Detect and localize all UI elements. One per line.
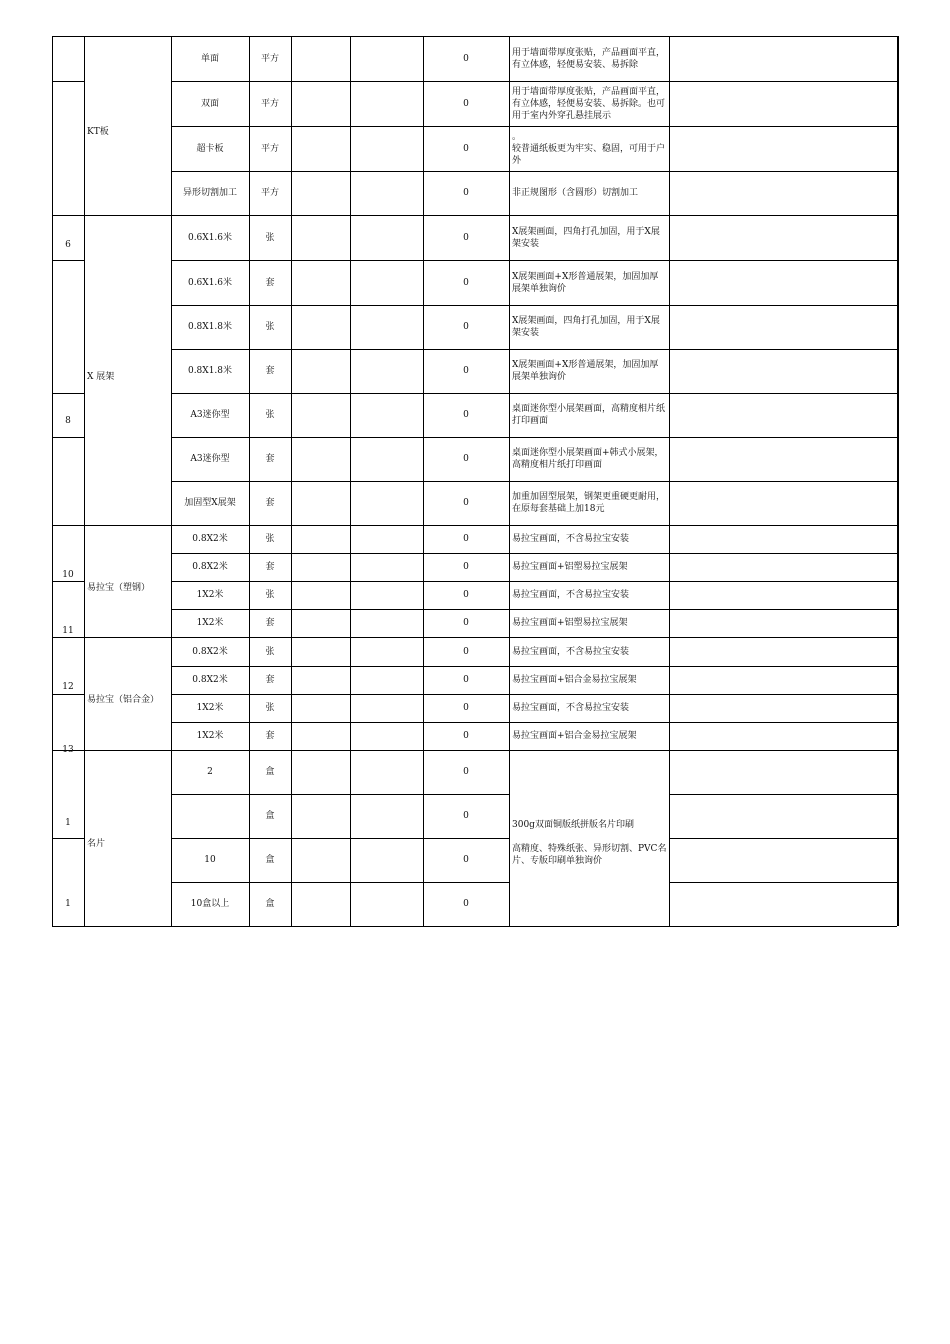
total-cell: 0: [463, 53, 469, 64]
total-cell: 0: [463, 277, 469, 288]
grid-line: [669, 481, 897, 482]
total-cell: 0: [463, 143, 469, 154]
grid-line: [669, 609, 897, 610]
total-cell: 0: [463, 675, 469, 685]
spec-cell: 双面: [200, 98, 219, 109]
spec-cell: 1X2米: [196, 703, 224, 713]
total-cell: 0: [463, 322, 469, 332]
grid-line: [669, 581, 897, 582]
grid-line: [669, 126, 897, 127]
grid-line: [669, 926, 897, 927]
description-cell: 易拉宝画面+铝塑易拉宝展架: [512, 618, 628, 628]
description-cell: 易拉宝画面，不含易拉宝安装: [512, 534, 630, 544]
total-cell: 0: [463, 534, 469, 544]
unit-cell: 盒: [265, 899, 275, 909]
group-label-kt: KT板: [87, 127, 109, 137]
unit-cell: 张: [265, 646, 275, 657]
description-cell: X展架画面，四角打孔加固，用于X展架安装: [512, 316, 660, 338]
unit-cell: 盒: [265, 767, 275, 777]
grid-line: [669, 305, 897, 306]
grid-line: [84, 525, 171, 526]
unit-cell: 张: [265, 410, 275, 420]
grid-line: [52, 437, 84, 438]
total-cell: 0: [463, 410, 469, 420]
card-description: [509, 750, 669, 926]
total-cell: 0: [463, 703, 469, 713]
total-cell: 0: [463, 731, 469, 741]
grid-line: [52, 393, 84, 394]
spec-cell: 0.6X1.6米: [187, 232, 233, 243]
description-cell: X展架画面+X形普通展架，加固加厚展架单独询价: [512, 360, 659, 382]
group-label-roll-alloy: 易拉宝（铝合金）: [87, 695, 160, 705]
grid-line: [669, 215, 897, 216]
total-cell: 0: [463, 811, 469, 821]
unit-cell: 套: [265, 366, 275, 376]
description-cell: 桌面迷你型小展架画面+韩式小展架，高精度相片纸打印画面: [512, 448, 664, 470]
grid-line: [897, 36, 899, 926]
grid-line: [52, 926, 84, 927]
grid-line: [84, 215, 171, 216]
card-description-line1: 300g双面铜版纸拼版名片印刷: [512, 820, 634, 830]
group-label-roll-plastic: 易拉宝（塑钢）: [87, 583, 151, 593]
grid-line: [669, 36, 897, 37]
total-cell: 0: [463, 454, 469, 464]
total-cell: 0: [463, 767, 469, 777]
description-cell: 用于墙面带厚度张贴，产品画面平直，有立体感，轻便易安装、易拆除。也可用于室内外穿孔悬挂展示: [512, 86, 666, 121]
grid-line: [52, 637, 84, 638]
grid-line: [52, 694, 84, 695]
grid-line: [52, 81, 84, 82]
unit-cell: 盒: [265, 855, 275, 865]
spec-cell: 0.8X2米: [192, 646, 228, 657]
total-cell: 0: [463, 366, 469, 376]
grid-line: [52, 581, 84, 582]
grid-line: [509, 926, 669, 927]
grid-line: [669, 260, 897, 261]
unit-cell: 盒: [265, 811, 275, 821]
grid-line: [669, 637, 897, 638]
unit-cell: 平方: [260, 53, 279, 64]
grid-line: [669, 750, 897, 751]
total-cell: 0: [463, 855, 469, 865]
grid-line: [669, 349, 897, 350]
spec-cell: 1X2米: [196, 618, 224, 628]
spec-cell: [171, 794, 249, 838]
description-cell: 桌面迷你型小展架画面，高精度相片纸打印画面: [512, 404, 666, 426]
unit-cell: 套: [265, 618, 275, 628]
row-index: 10: [62, 570, 74, 580]
grid-line: [84, 637, 171, 638]
description-cell: 易拉宝画面+铝合金易拉宝展架: [512, 731, 637, 741]
description-cell: 易拉宝画面，不含易拉宝安装: [512, 646, 630, 657]
description-cell: 易拉宝画面，不含易拉宝安装: [512, 703, 630, 713]
total-cell: 0: [463, 646, 469, 657]
unit-cell: 张: [265, 232, 275, 243]
grid-line: [669, 553, 897, 554]
spec-cell: 0.6X1.6米: [187, 277, 233, 288]
grid-line: [84, 750, 171, 751]
grid-line: [52, 36, 53, 926]
group-label-card: 名片: [87, 839, 106, 849]
total-cell: 0: [463, 98, 469, 109]
unit-cell: 套: [265, 277, 275, 288]
spec-cell: 0.8X1.8米: [187, 322, 233, 332]
spec-cell: 异形切割加工: [182, 188, 237, 198]
total-cell: 0: [463, 899, 469, 909]
description-cell: X展架画面，四角打孔加固，用于X展架安装: [512, 226, 660, 249]
row-index: 11: [62, 626, 74, 636]
spec-cell: 0.8X2米: [192, 534, 228, 544]
spec-cell: 超卡板: [196, 143, 224, 154]
card-description-line2: 高精度、特殊纸张、异形切割、PVC名片、专版印刷单独询价: [512, 844, 667, 866]
description-cell: 易拉宝画面+铝塑易拉宝展架: [512, 562, 628, 572]
grid-line: [669, 393, 897, 394]
grid-line: [669, 666, 897, 667]
total-cell: 0: [463, 618, 469, 628]
total-cell: 0: [463, 562, 469, 572]
spec-cell: 单面: [200, 53, 219, 64]
row-index: 1: [65, 899, 71, 909]
grid-line: [84, 36, 171, 37]
grid-line: [171, 926, 509, 927]
total-cell: 0: [463, 590, 469, 600]
row-index: 6: [65, 240, 71, 250]
grid-line: [52, 525, 84, 526]
spec-cell: A3迷你型: [190, 410, 230, 420]
unit-cell: 套: [265, 562, 275, 572]
unit-cell: 平方: [260, 98, 279, 109]
spec-cell: 1X2米: [196, 731, 224, 741]
grid-line: [669, 722, 897, 723]
grid-line: [669, 794, 897, 795]
grid-line: [669, 171, 897, 172]
unit-cell: 张: [265, 322, 275, 332]
description-cell: 易拉宝画面+铝合金易拉宝展架: [512, 675, 637, 685]
total-cell: 0: [463, 232, 469, 243]
grid-line: [669, 838, 897, 839]
row-index: 12: [62, 682, 74, 692]
group-label-x: X 展架: [87, 372, 115, 382]
grid-line: [52, 260, 84, 261]
description-cell: X展架画面+X形普通展架，加固加厚展架单独询价: [512, 271, 659, 294]
total-cell: 0: [463, 188, 469, 198]
unit-cell: 平方: [260, 143, 279, 154]
row-index: 13: [62, 745, 74, 755]
grid-line: [84, 36, 85, 926]
unit-cell: 套: [265, 454, 275, 464]
description-cell: 加重加固型展架，钢架更重硬更耐用，在原每套基础上加18元: [512, 492, 666, 514]
unit-cell: 张: [265, 590, 275, 600]
unit-cell: 张: [265, 703, 275, 713]
grid-line: [52, 215, 84, 216]
row-index: 8: [65, 416, 71, 426]
row-index: 1: [65, 818, 71, 828]
spec-cell: 0.8X2米: [192, 675, 228, 685]
description-cell: 用于墙面带厚度张贴，产品画面平直，有立体感，轻便易安装、易拆除: [512, 47, 666, 70]
unit-cell: 套: [265, 675, 275, 685]
spec-cell: 加固型X展架: [184, 498, 236, 508]
unit-cell: 平方: [260, 188, 279, 198]
grid-line: [84, 926, 171, 927]
spec-cell: 10盒以上: [190, 899, 230, 909]
grid-line: [669, 882, 897, 883]
total-cell: 0: [463, 498, 469, 508]
unit-cell: 套: [265, 731, 275, 741]
grid-line: [669, 694, 897, 695]
spec-cell: 0.8X1.8米: [187, 366, 233, 376]
spec-cell: 1X2米: [196, 590, 224, 600]
unit-cell: 张: [265, 534, 275, 544]
grid-line: [52, 838, 84, 839]
description-cell: 。 较普通纸板更为牢实、稳固，可用于户外: [512, 131, 666, 166]
spec-cell: 0.8X2米: [192, 562, 228, 572]
spec-cell: 10: [204, 855, 216, 865]
description-cell: 易拉宝画面，不含易拉宝安装: [512, 590, 630, 600]
spec-cell: 2: [207, 767, 213, 777]
grid-line: [52, 36, 84, 37]
spec-cell: A3迷你型: [190, 454, 230, 464]
grid-line: [669, 81, 897, 82]
description-cell: 非正规图形（含圆形）切割加工: [512, 188, 639, 198]
grid-line: [669, 437, 897, 438]
unit-cell: 套: [265, 498, 275, 508]
grid-line: [669, 525, 897, 526]
